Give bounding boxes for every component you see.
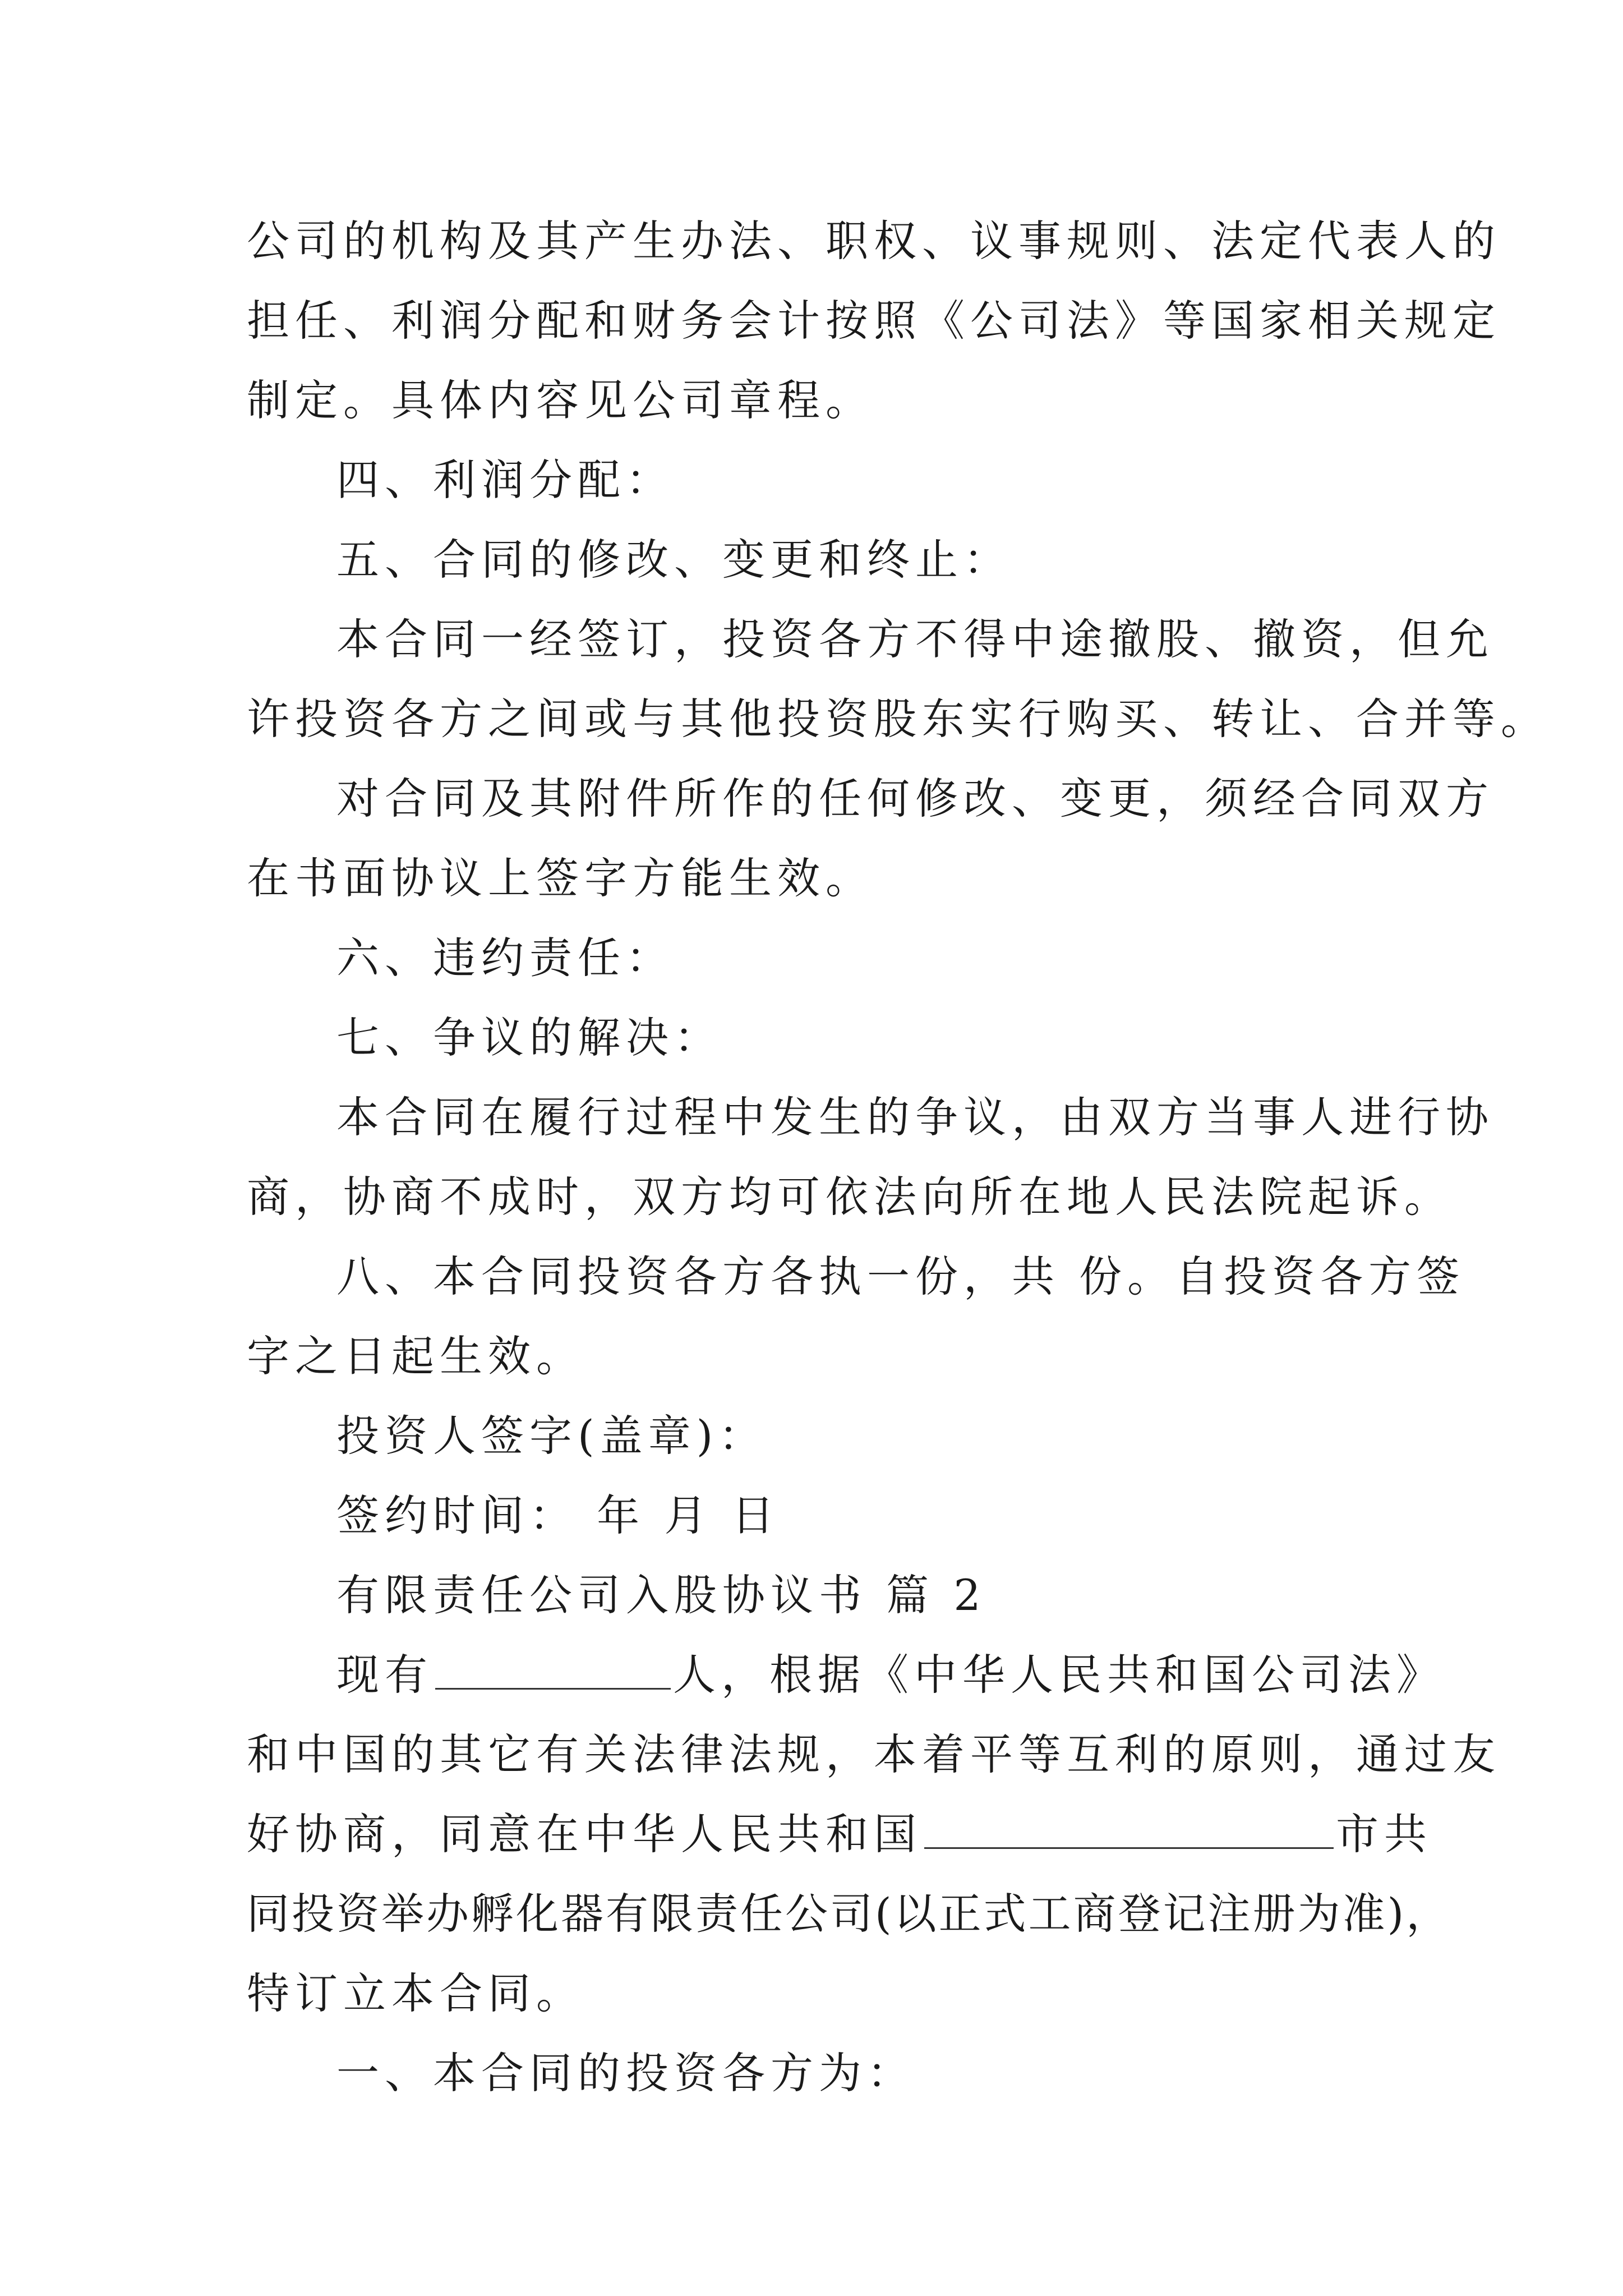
paragraph-line: 八、本合同投资各方各执一份，共 份。自投资各方签 [336, 1251, 1465, 1301]
text-segment: 人，根据《中华人民共和国公司法》 [673, 1650, 1445, 1700]
paragraph-line: 对合同及其附件所作的任何修改、变更，须经合同双方 [336, 774, 1494, 823]
blank-underline [435, 1649, 671, 1690]
paragraph-line: 字之日起生效。 [247, 1331, 584, 1381]
paragraph-line: 商，协商不成时，双方均可依法向所在地人民法院起诉。 [247, 1172, 1453, 1222]
paragraph-line [336, 1647, 1445, 1703]
paragraph-line: 公司的机构及其产生办法、职权、议事规则、法定代表人的 [247, 216, 1501, 266]
paragraph-line: 许投资各方之间或与其他投资股东实行购买、转让、合并等。 [247, 694, 1549, 744]
blank-underline [924, 1808, 1334, 1849]
paragraph-line: 和中国的其它有关法律法规，本着平等互利的原则，通过友 [247, 1729, 1501, 1779]
section-heading: 一、本合同的投资各方为： [336, 2048, 915, 2098]
agreement-title: 有限责任公司入股协议书 篇 2 [336, 1570, 986, 1620]
section-heading: 六、违约责任： [336, 933, 674, 983]
section-heading: 四、利润分配： [336, 455, 674, 505]
text-segment: 现有 [336, 1650, 433, 1700]
paragraph-line: 本合同在履行过程中发生的争议，由双方当事人进行协 [336, 1092, 1494, 1142]
paragraph-line: 特订立本合同。 [247, 1968, 584, 2018]
paragraph-line: 担任、利润分配和财务会计按照《公司法》等国家相关规定 [247, 296, 1501, 346]
text-segment: 好协商，同意在中华人民共和国 [247, 1809, 922, 1859]
section-heading: 七、争议的解决： [336, 1013, 722, 1062]
paragraph-line: 同投资举办孵化器有限责任公司(以正式工商登记注册为准)， [247, 1889, 1451, 1939]
date-line: 签约时间： 年 月 日 [336, 1490, 780, 1540]
section-heading: 五、合同的修改、变更和终止： [336, 535, 1012, 585]
paragraph-line [247, 1806, 1432, 1862]
paragraph-line: 制定。具体内容见公司章程。 [247, 375, 874, 425]
paragraph-line: 在书面协议上签字方能生效。 [247, 853, 874, 903]
paragraph-line: 本合同一经签订，投资各方不得中途撤股、撤资，但允 [336, 614, 1494, 664]
text-segment: 市共 [1336, 1809, 1432, 1859]
signature-line: 投资人签字(盖章)： [336, 1411, 767, 1461]
